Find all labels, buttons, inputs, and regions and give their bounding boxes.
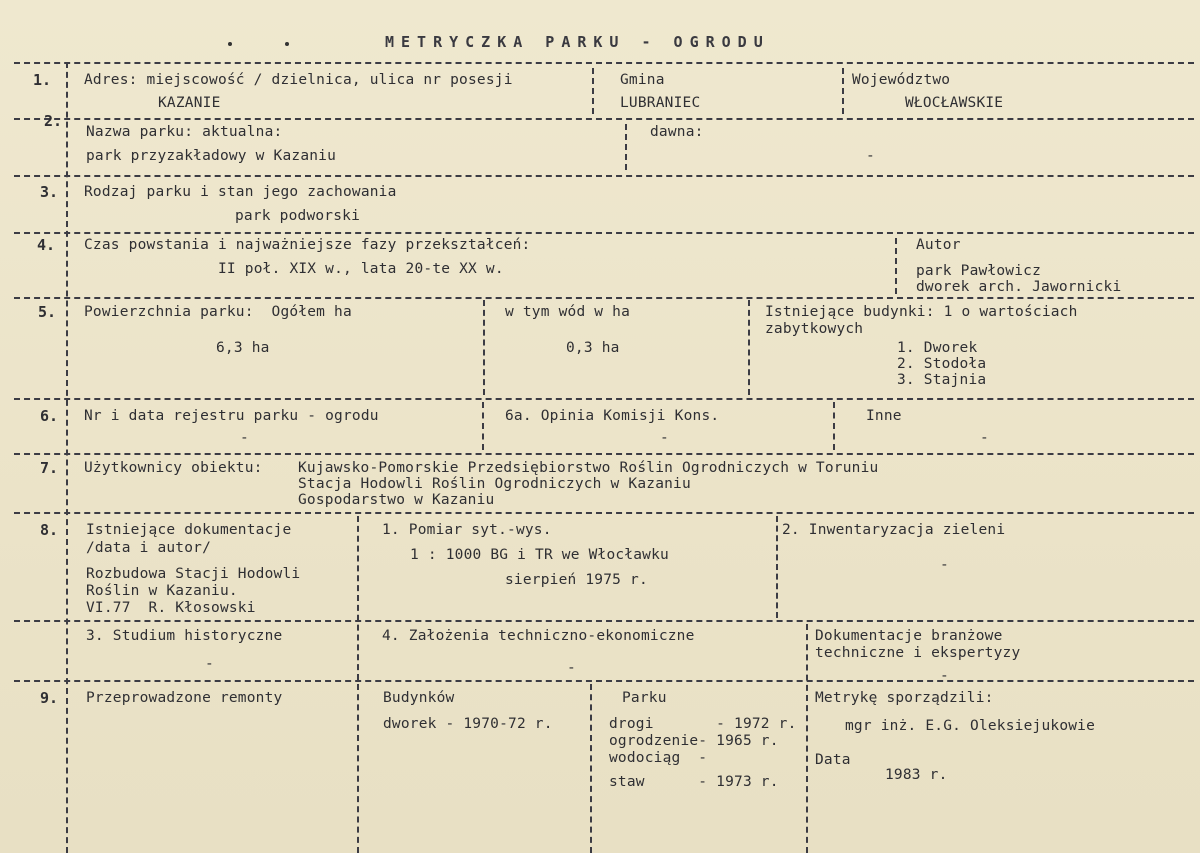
- row-number: 6.: [40, 407, 59, 425]
- users-value: Kujawsko-Pomorskie Przedsiębiorstwo Roślin Ogrodniczych w Toruniu: [298, 460, 879, 476]
- buildings-label-cont: zabytkowych: [765, 321, 864, 337]
- author-label: Autor: [916, 237, 961, 253]
- row-divider: [14, 118, 1194, 120]
- documentation-value: Rozbudowa Stacji Hodowli: [86, 566, 301, 582]
- voivodeship-label: Województwo: [852, 72, 951, 88]
- branch-docs-label-cont: techniczne i ekspertyzy: [815, 645, 1021, 661]
- row-number: 7.: [40, 459, 59, 477]
- park-repair-item: wodociąg -: [609, 750, 708, 766]
- gmina-label: Gmina: [620, 72, 665, 88]
- date-label: Data: [815, 752, 851, 768]
- repairs-label: Przeprowadzone remonty: [86, 690, 283, 706]
- date-value: 1983 r.: [885, 767, 948, 783]
- prepared-by-label: Metrykę sporządzili:: [815, 690, 994, 706]
- park-repair-item: ogrodzenie- 1965 r.: [609, 733, 779, 749]
- column-divider: [357, 516, 359, 680]
- opinion-label: 6a. Opinia Komisji Kons.: [505, 408, 720, 424]
- inventory-value: -: [940, 557, 949, 573]
- row-number: 2.: [44, 112, 63, 130]
- opinion-value: -: [660, 430, 669, 446]
- margin-line: [66, 62, 68, 853]
- row-number: 8.: [40, 521, 59, 539]
- history-study-value: -: [205, 656, 214, 672]
- column-divider: [776, 516, 778, 618]
- row-divider: [14, 453, 1194, 455]
- row-number: 3.: [40, 183, 59, 201]
- column-divider: [748, 300, 750, 395]
- other-value: -: [980, 430, 989, 446]
- water-label: w tym wód w ha: [505, 304, 631, 320]
- address-value: KAZANIE: [158, 95, 221, 111]
- row-divider: [14, 232, 1194, 234]
- author-manor: dworek arch. Jawornicki: [916, 279, 1122, 295]
- park-name-value: park przyzakładowy w Kazaniu: [86, 148, 337, 164]
- park-name-label: Nazwa parku: aktualna:: [86, 124, 283, 140]
- column-divider: [833, 402, 835, 450]
- gmina-value: LUBRANIEC: [620, 95, 701, 111]
- origin-label: Czas powstania i najważniejsze fazy przekształceń:: [84, 237, 531, 253]
- row-number: 1.: [33, 71, 52, 89]
- row-divider: [14, 512, 1194, 514]
- branch-docs-label: Dokumentacje branżowe: [815, 628, 1003, 644]
- row-divider: [14, 398, 1194, 400]
- park-repairs-label: Parku: [622, 690, 667, 706]
- column-divider: [842, 68, 844, 114]
- buildings-repairs-label: Budynków: [383, 690, 455, 706]
- building-item: 1. Dworek: [897, 340, 978, 356]
- inventory-label: 2. Inwentaryzacja zieleni: [782, 522, 1006, 538]
- buildings-label: Istniejące budynki: 1 o wartościach: [765, 304, 1078, 320]
- area-label: Powierzchnia parku: Ogółem ha: [84, 304, 352, 320]
- survey-date: sierpień 1975 r.: [505, 572, 648, 588]
- tech-econ-label: 4. Założenia techniczno-ekonomiczne: [382, 628, 695, 644]
- history-study-label: 3. Studium historyczne: [86, 628, 283, 644]
- users-value: Gospodarstwo w Kazaniu: [298, 492, 495, 508]
- park-type-label: Rodzaj parku i stan jego zachowania: [84, 184, 397, 200]
- users-value: Stacja Hodowli Roślin Ogrodniczych w Kazaniu: [298, 476, 691, 492]
- water-value: 0,3 ha: [566, 340, 620, 356]
- former-name-label: dawna:: [650, 124, 704, 140]
- branch-docs-value: -: [940, 668, 949, 684]
- row-number: 4.: [37, 236, 56, 254]
- row-divider: [14, 62, 1194, 64]
- column-divider: [806, 624, 808, 853]
- ink-dot: [228, 42, 232, 46]
- users-label: Użytkownicy obiektu:: [84, 460, 263, 476]
- row-divider: [14, 175, 1194, 177]
- area-value: 6,3 ha: [216, 340, 270, 356]
- building-item: 2. Stodoła: [897, 356, 987, 372]
- buildings-repairs-value: dworek - 1970-72 r.: [383, 716, 553, 732]
- voivodeship-value: WŁOCŁAWSKIE: [905, 95, 1004, 111]
- card-title: METRYCZKA PARKU - OGRODU: [385, 33, 770, 51]
- row-divider: [14, 620, 1194, 622]
- survey-label: 1. Pomiar syt.-wys.: [382, 522, 552, 538]
- register-value: -: [240, 430, 249, 446]
- park-repair-item: staw - 1973 r.: [609, 774, 779, 790]
- column-divider: [590, 684, 592, 853]
- park-type-value: park podworski: [235, 208, 361, 224]
- row-divider: [14, 297, 1194, 299]
- former-name-value: -: [866, 148, 875, 164]
- column-divider: [483, 300, 485, 395]
- row-number: 9.: [40, 689, 59, 707]
- author-park: park Pawłowicz: [916, 263, 1042, 279]
- row-number: 5.: [38, 303, 57, 321]
- column-divider: [895, 238, 897, 294]
- prepared-by-value: mgr inż. E.G. Oleksiejukowie: [845, 718, 1096, 734]
- documentation-label-cont: /data i autor/: [86, 540, 212, 556]
- row-divider: [14, 680, 1194, 682]
- address-label: Adres: miejscowość / dzielnica, ulica nr posesji: [84, 72, 513, 88]
- column-divider: [625, 124, 627, 170]
- column-divider: [482, 402, 484, 450]
- documentation-label: Istniejące dokumentacje: [86, 522, 292, 538]
- register-label: Nr i data rejestru parku - ogrodu: [84, 408, 379, 424]
- ink-dot: [285, 42, 289, 46]
- park-repair-item: drogi - 1972 r.: [609, 716, 797, 732]
- column-divider: [592, 68, 594, 114]
- documentation-value: VI.77 R. Kłosowski: [86, 600, 256, 616]
- documentation-value: Roślin w Kazaniu.: [86, 583, 238, 599]
- tech-econ-value: -: [567, 660, 576, 676]
- building-item: 3. Stajnia: [897, 372, 987, 388]
- other-label: Inne: [866, 408, 902, 424]
- column-divider: [357, 684, 359, 853]
- origin-value: II poł. XIX w., lata 20-te XX w.: [218, 261, 504, 277]
- survey-value: 1 : 1000 BG i TR we Włocławku: [410, 547, 669, 563]
